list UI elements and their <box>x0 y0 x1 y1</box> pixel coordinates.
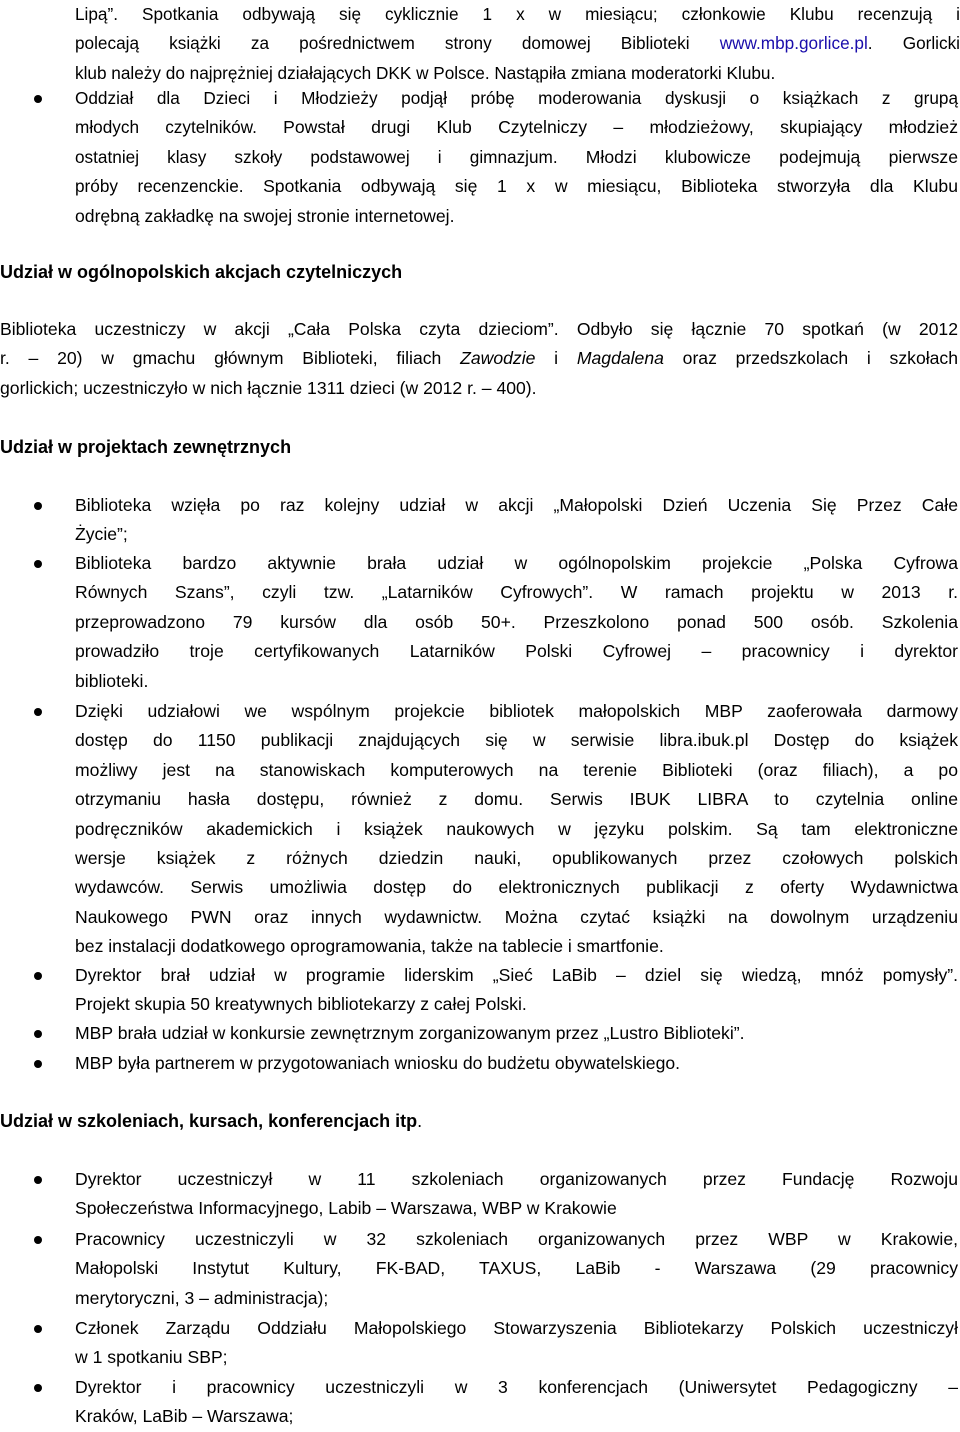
text-line: Kraków, LaBib – Warszawa; <box>75 1406 294 1427</box>
text-line: odrębną zakładkę na swojej stronie internetowej. <box>75 205 455 226</box>
text-line: przeprowadzono 79 kursów dla osób 50+. Przeszkolono ponad 500 osób. Szkolenia <box>75 611 958 632</box>
text-line: Biblioteka wzięła po raz kolejny udział w akcji „Małopolski Dzień Uczenia Się Przez Całe <box>75 495 958 515</box>
text-line: Społeczeństwa Informacyjnego, Labib – Warszawa, WBP w Krakowie <box>75 1198 617 1219</box>
text-line: podręczników akademickich i książek naukowych w języku polskim. Są tam elektroniczne <box>75 818 958 839</box>
text-line: Oddział dla Dzieci i Młodzieży podjął próbę moderowania dyskusji o książkach z grupą <box>75 88 958 108</box>
bullet-icon <box>34 1030 42 1038</box>
text-line: Biblioteka bardzo aktywnie brała udział w ogólnopolskim projekcie „Polska Cyfrowa <box>75 553 958 573</box>
list-item <box>75 1373 958 1432</box>
bullet-icon <box>34 502 42 510</box>
text-span: Młodzi klubowicze podejmują pierwsze <box>585 146 958 167</box>
text-line: dostęp do 1150 publikacji znajdujących się w serwisie libra.ibuk.pl Dostęp do książek <box>75 730 958 751</box>
text-span: młodych czytelników. <box>75 117 284 138</box>
list-item <box>75 1165 958 1224</box>
library-website-link[interactable]: www.mbp.gorlice.pl <box>719 33 868 54</box>
text-line: Życie”; <box>75 524 128 545</box>
list-item <box>75 1049 958 1078</box>
text-line: otrzymaniu hasła dostępu, również z domu. Serwis IBUK LIBRA to czytelnia online <box>75 789 958 810</box>
text-line: Równych Szans”, czyli tzw. „Latarników Cyfrowych”. W ramach projektu w 2013 r. <box>75 582 958 603</box>
section-heading: Udział w projektach zewnętrznych <box>0 437 292 457</box>
text-line: prowadziło troje certyfikowanych Latarników Polski Cyfrowej – pracownicy i dyrektor <box>75 641 958 662</box>
text-line: MBP brała udział w konkursie zewnętrznym zorganizowanym przez „Lustro Biblioteki”. <box>75 1023 745 1043</box>
italic-text: Zawodzie <box>460 348 536 369</box>
bullet-icon <box>34 1325 42 1333</box>
text-line: klub należy do najprężniej działających DKK w Polsce. Nastąpiła zmiana moderatorki Klubu. <box>75 62 776 83</box>
bullet-icon <box>34 708 42 716</box>
bullet-icon <box>34 560 42 568</box>
text-line: Dyrektor uczestniczył w 11 szkoleniach organizowanych przez Fundację Rozwoju <box>75 1169 958 1189</box>
list-item <box>75 1225 958 1313</box>
text-span: próby recenzenckie. <box>75 176 264 197</box>
text-line: merytoryczni, 3 – administracja); <box>75 1287 329 1308</box>
text-line: Lipą”. Spotkania odbywają się cyklicznie 1 x w miesiącu; członkowie Klubu recenzują i <box>75 4 960 24</box>
list-item <box>75 1314 958 1373</box>
text-line: biblioteki. <box>75 670 149 691</box>
text-line <box>0 344 958 373</box>
text-line: MBP była partnerem w przygotowaniach wniosku do budżetu obywatelskiego. <box>75 1053 681 1073</box>
italic-text: Magdalena <box>576 348 664 369</box>
text-line <box>75 172 958 201</box>
list-item <box>75 697 958 962</box>
text-line: Członek Zarządu Oddziału Małopolskiego Stowarzyszenia Bibliotekarzy Polskich uczestniczył <box>75 1318 958 1338</box>
text-span: Powstał drugi Klub Czytelniczy – młodzieżowy, skupiający młodzież <box>283 117 958 138</box>
bullet-icon <box>34 95 42 103</box>
text-span: . Gorlicki <box>867 33 960 54</box>
text-line: Dyrektor i pracownicy uczestniczyli w 3 konferencjach (Uniwersytet Pedagogiczny – <box>75 1377 958 1397</box>
text-line: Dzięki udziałowi we wspólnym projekcie bibliotek małopolskich MBP zaoferowała darmowy <box>75 701 958 721</box>
text-span: oraz przedszkolach i szkołach <box>663 348 958 369</box>
text-line: Projekt skupia 50 kreatywnych bibliotekarzy z całej Polski. <box>75 994 527 1015</box>
text-span: Spotkania odbywają się 1 x w miesiącu, Biblioteka stworzyła dla Klubu <box>263 176 959 197</box>
bullet-icon <box>34 1060 42 1068</box>
bullet-icon <box>34 1236 42 1244</box>
list-item <box>75 549 958 696</box>
list-item <box>75 1019 958 1048</box>
text-line: wersje książek z różnych dziedzin nauki, opublikowanych przez czołowych polskich <box>75 848 958 869</box>
text-line: gorlickich; uczestniczyło w nich łącznie 1311 dzieci (w 2012 r. – 400). <box>0 377 537 398</box>
bullet-icon <box>34 1384 42 1392</box>
list-item <box>75 961 958 1020</box>
text-span: polecają książki za pośrednictwem strony domowej Biblioteki <box>75 33 720 54</box>
bullet-icon <box>34 1176 42 1184</box>
text-span: i <box>535 348 577 369</box>
text-line: bez instalacji dodatkowego oprogramowania, także na tablecie i smartfonie. <box>75 936 664 957</box>
text-span: ostatniej klasy szkoły podstawowej i gimnazjum. <box>75 146 586 167</box>
list-item <box>75 491 958 550</box>
text-line: Dyrektor brał udział w programie liderskim „Sieć LaBib – dziel się wiedzą, mnóż pomysły”. <box>75 965 958 985</box>
heading-text: Udział w szkoleniach, kursach, konferencjach itp <box>0 1111 418 1131</box>
list-item <box>75 84 958 231</box>
heading-dot: . <box>417 1111 423 1131</box>
section-heading <box>0 1107 422 1136</box>
text-line: Naukowego PWN oraz innych wydawnictw. Można czytać książki na dowolnym urządzeniu <box>75 906 958 927</box>
text-line: Biblioteka uczestniczy w akcji „Cała Polska czyta dzieciom”. Odbyło się łącznie 70 spotkań (w 2012 <box>0 319 958 339</box>
text-span: r. – 20) w gmachu głównym Biblioteki, filiach <box>0 348 461 369</box>
text-line: Małopolski Instytut Kultury, FK-BAD, TAXUS, LaBib - Warszawa (29 pracownicy <box>75 1258 958 1279</box>
text-line <box>75 29 960 58</box>
text-line <box>75 113 958 142</box>
text-line: możliwy jest na stanowiskach komputerowych na terenie Biblioteki (oraz filiach), a po <box>75 759 958 780</box>
paragraph <box>0 315 958 403</box>
bullet-icon <box>34 972 42 980</box>
continuation-paragraph <box>75 0 960 88</box>
text-line: w 1 spotkaniu SBP; <box>75 1347 228 1368</box>
text-line: wydawców. Serwis umożliwia dostęp do elektronicznych publikacji z oferty Wydawnictwa <box>75 877 958 898</box>
text-line <box>75 143 958 172</box>
text-line: Pracownicy uczestniczyli w 32 szkoleniach organizowanych przez WBP w Krakowie, <box>75 1229 958 1249</box>
section-heading: Udział w ogólnopolskich akcjach czytelniczych <box>0 262 403 282</box>
